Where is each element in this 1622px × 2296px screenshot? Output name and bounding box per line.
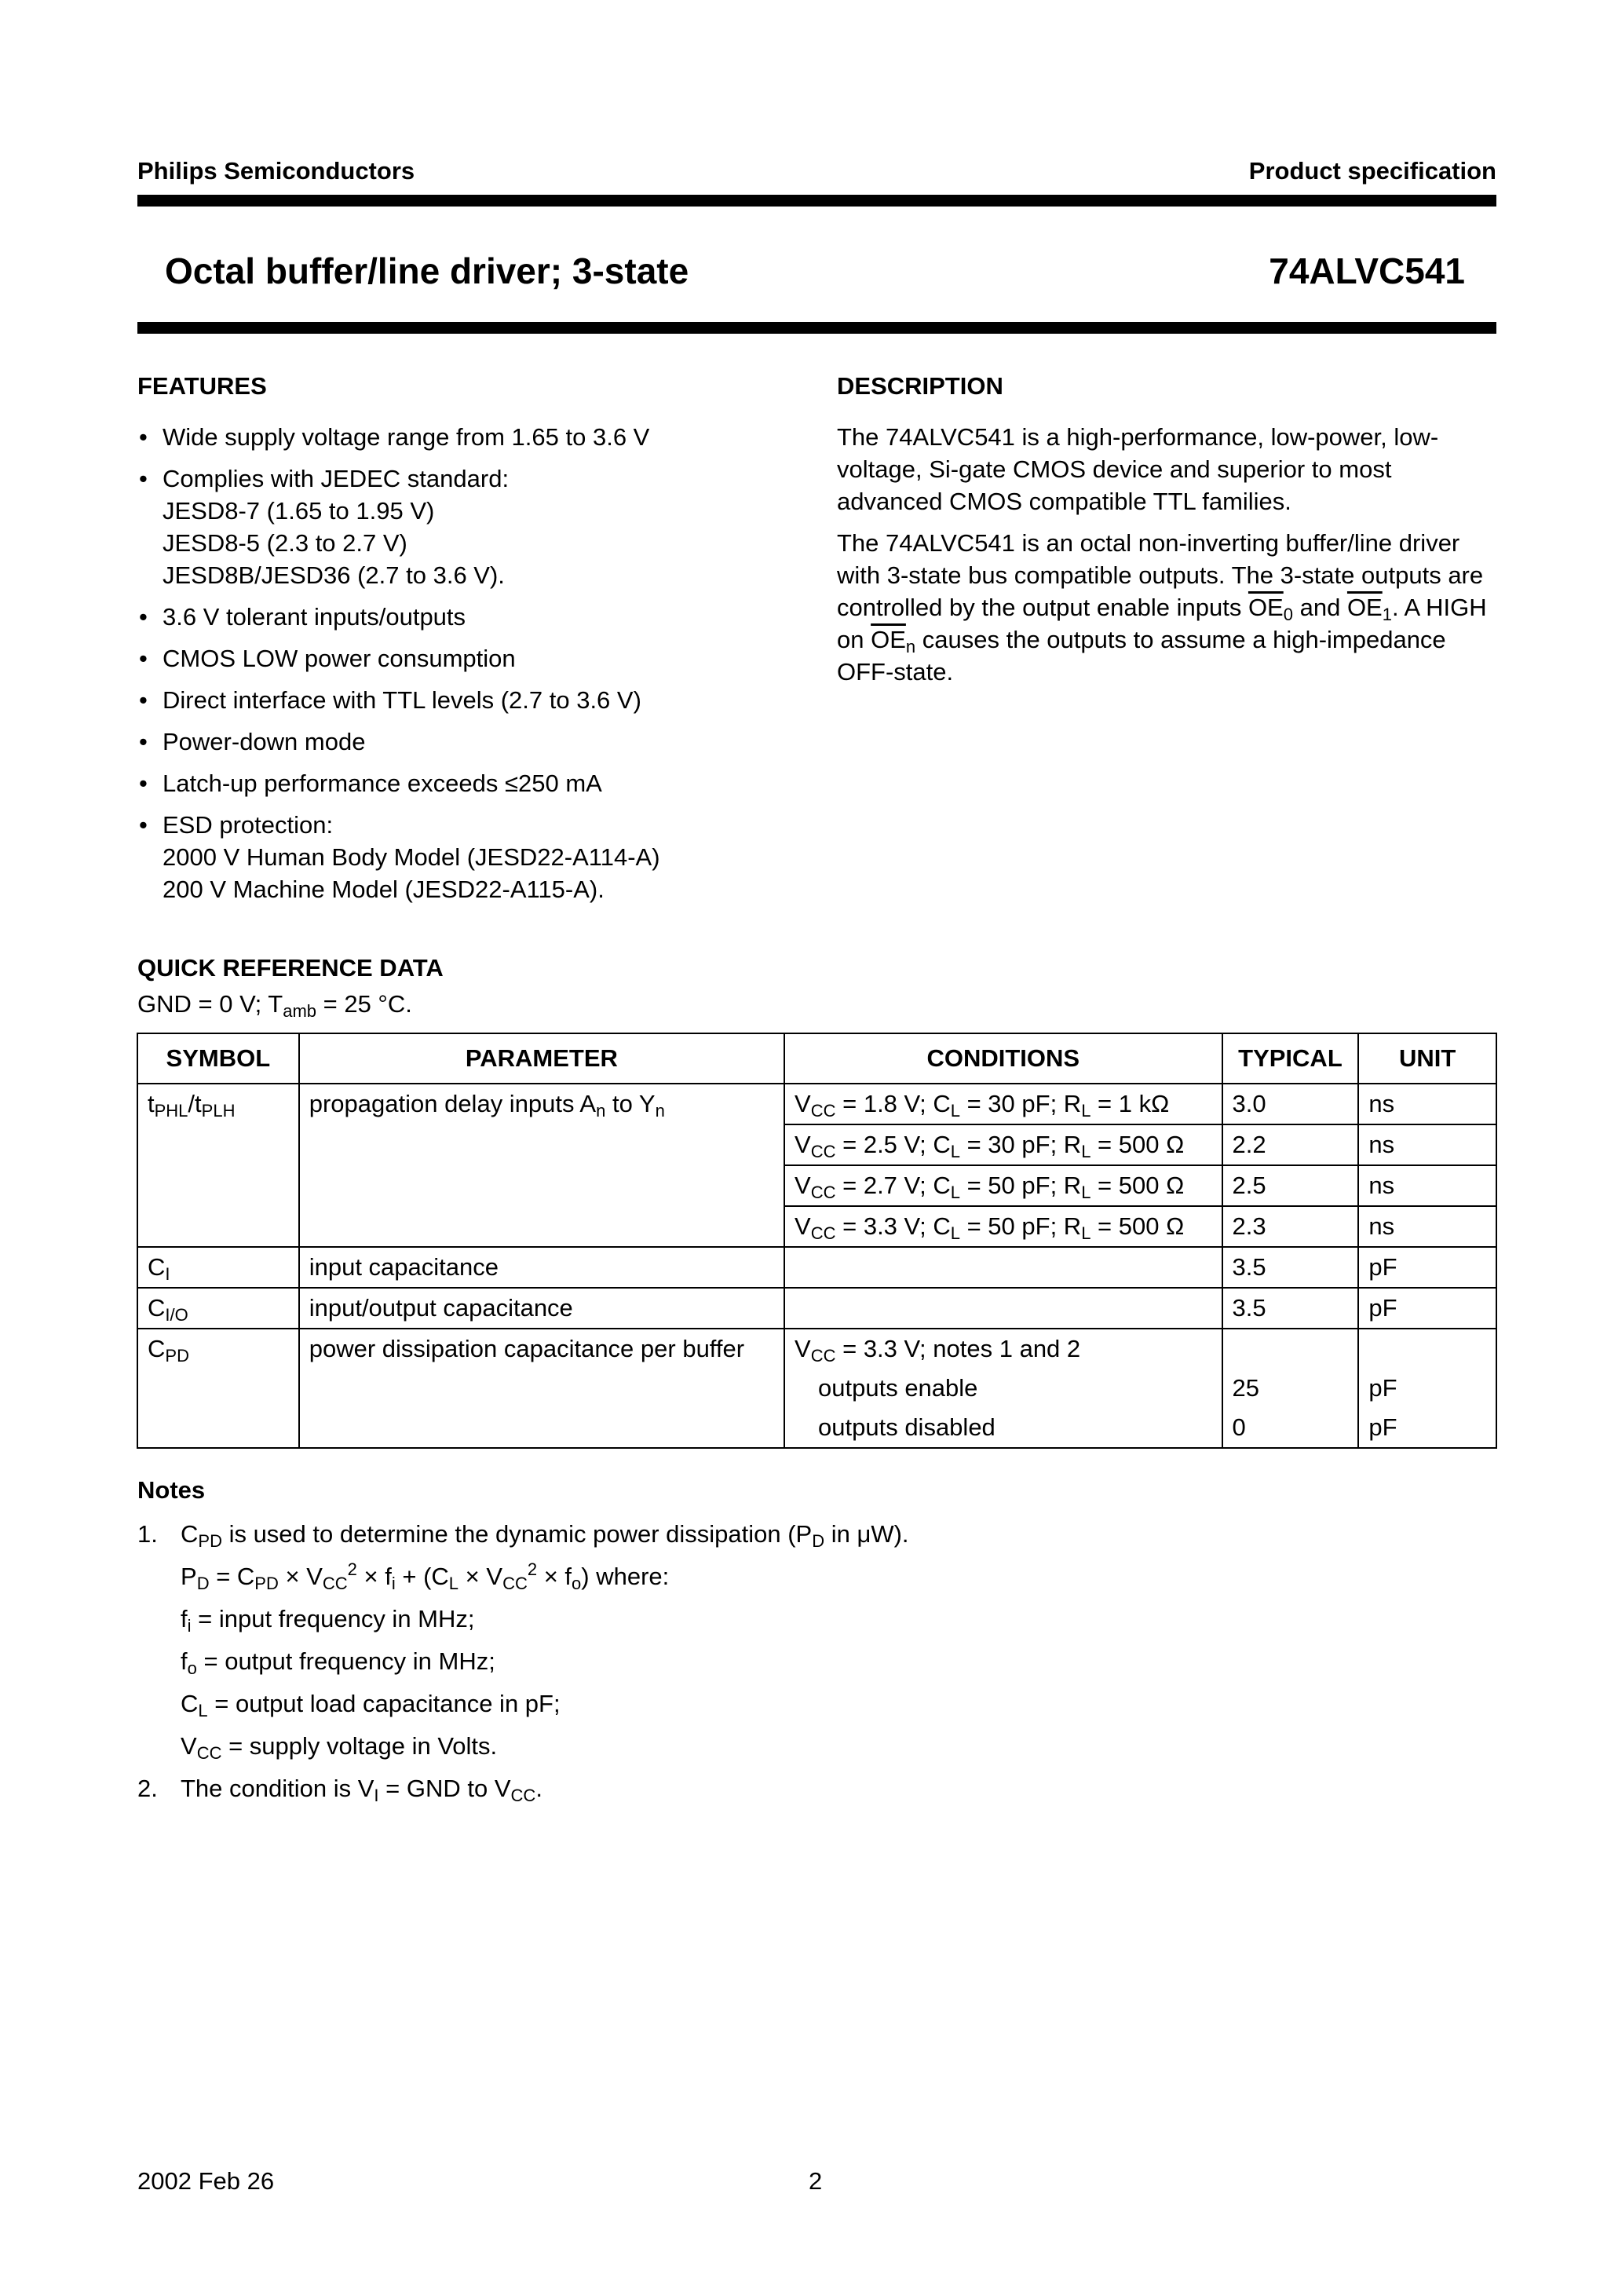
description-paragraph-1: The 74ALVC541 is a high-performance, low-power, low-voltage, Si-gate CMOS device and superior to most advanced CMOS compatible TTL families. <box>837 423 1439 515</box>
header-rule-top <box>137 195 1496 207</box>
page-number: 2 <box>809 2167 823 2195</box>
table-row <box>137 1084 1496 1124</box>
column-header: PARAMETER <box>299 1033 784 1084</box>
column-header: SYMBOL <box>137 1033 299 1084</box>
conditions-cell: $V_{CC} = 2.5$ V; $C_L = 30$ pF; $R_L = 500$ Ω <box>784 1124 1222 1165</box>
conditions-cell <box>784 1288 1222 1329</box>
quick-reference-heading: QUICK REFERENCE DATA <box>137 954 444 982</box>
unit-cell: ns <box>1358 1124 1496 1165</box>
part-number: 74ALVC541 <box>1269 250 1465 291</box>
typical-cell: 25 <box>1222 1369 1359 1408</box>
symbol-cell: $C_{I/O}$ <box>137 1288 299 1329</box>
note-1-fo: $f_o$ = output frequency in MHz; <box>181 1647 495 1678</box>
table-header-row <box>137 1033 1496 1084</box>
quick-reference-conditions: GND = 0 V; $T_{amb} = 25$ °C. <box>137 990 412 1021</box>
table-row <box>137 1288 1496 1329</box>
unit-cell: pF <box>1358 1369 1496 1408</box>
note-1: 1. $C_{PD}$ is used to determine the dynamic power dissipation ($P_D$ in μW). <box>137 1520 909 1551</box>
conditions-cell: outputs enable <box>784 1369 1222 1408</box>
note-2: 2. The condition is $V_I$ = GND to $V_{CC}$. <box>137 1775 542 1805</box>
quick-reference-table <box>137 1033 1497 1449</box>
table-row <box>137 1247 1496 1288</box>
header-rule-bottom <box>137 322 1496 334</box>
conditions-cell: $V_{CC} = 3.3$ V; $C_L = 50$ pF; $R_L = 500$ Ω <box>784 1206 1222 1247</box>
typical-cell: 2.3 <box>1222 1206 1359 1247</box>
typical-cell <box>1222 1329 1359 1369</box>
conditions-cell: $V_{CC} = 2.7$ V; $C_L = 50$ pF; $R_L = 500$ Ω <box>784 1165 1222 1206</box>
list-item: • 3.6 V tolerant inputs/outputs <box>137 601 828 633</box>
typical-cell: 2.5 <box>1222 1165 1359 1206</box>
list-item: • CMOS LOW power consumption <box>137 642 828 675</box>
list-item: • ESD protection: 2000 V Human Body Model (JESD22-A114-A) 200 V Machine Model (JESD22-A115-A). <box>137 809 828 905</box>
conditions-cell: outputs disabled <box>784 1408 1222 1448</box>
list-item: • Latch-up performance exceeds ≤250 mA <box>137 767 828 799</box>
list-item: • Direct interface with TTL levels (2.7 to 3.6 V) <box>137 684 828 716</box>
unit-cell: pF <box>1358 1247 1496 1288</box>
footer-date: 2002 Feb 26 <box>137 2167 275 2195</box>
unit-cell: ns <box>1358 1206 1496 1247</box>
typical-cell: 2.2 <box>1222 1124 1359 1165</box>
typical-cell: 3.5 <box>1222 1288 1359 1329</box>
symbol-cell: $t_{PHL}/t_{PLH}$ <box>137 1084 299 1247</box>
note-1-equation: $P_D = C_{PD} \times V_{CC}^2 \times f_i + (C_L \times V_{CC}^2 \times f_o)$ where: <box>181 1559 670 1593</box>
unit-cell: pF <box>1358 1408 1496 1448</box>
unit-cell: ns <box>1358 1084 1496 1124</box>
parameter-cell: propagation delay inputs $A_n$ to $Y_n$ <box>299 1084 784 1247</box>
document-type: Product specification <box>1248 157 1496 185</box>
description-body <box>837 421 1496 697</box>
conditions-cell: $V_{CC} = 3.3$ V; notes 1 and 2 <box>784 1329 1222 1369</box>
conditions-cell <box>784 1247 1222 1288</box>
note-1-fi: $f_i$ = input frequency in MHz; <box>181 1605 475 1636</box>
table-row <box>137 1329 1496 1369</box>
notes-section <box>137 1476 1496 1814</box>
column-header: CONDITIONS <box>784 1033 1222 1084</box>
unit-cell <box>1358 1329 1496 1369</box>
notes-heading: Notes <box>137 1476 206 1504</box>
typical-cell: 3.0 <box>1222 1084 1359 1124</box>
parameter-cell: input capacitance <box>299 1247 784 1288</box>
parameter-cell: power dissipation capacitance per buffer <box>299 1329 784 1448</box>
column-header: TYPICAL <box>1222 1033 1359 1084</box>
company-name: Philips Semiconductors <box>137 157 415 185</box>
column-header: UNIT <box>1358 1033 1496 1084</box>
features-list <box>137 421 828 915</box>
typical-cell: 3.5 <box>1222 1247 1359 1288</box>
typical-cell: 0 <box>1222 1408 1359 1448</box>
symbol-cell: $C_I$ <box>137 1247 299 1288</box>
conditions-cell: $V_{CC} = 1.8$ V; $C_L = 30$ pF; $R_L = 1$ kΩ <box>784 1084 1222 1124</box>
note-1-cl: $C_L$ = output load capacitance in pF; <box>181 1690 561 1720</box>
document-title: Octal buffer/line driver; 3-state <box>165 250 689 291</box>
features-heading: FEATURES <box>137 372 267 400</box>
parameter-cell: input/output capacitance <box>299 1288 784 1329</box>
symbol-cell: $C_{PD}$ <box>137 1329 299 1448</box>
list-item: • Complies with JEDEC standard: JESD8-7 (1.65 to 1.95 V) JESD8-5 (2.3 to 2.7 V) JESD8B/JESD36 (2.7 to 3.6 V). <box>137 462 828 591</box>
description-paragraph-2: The 74ALVC541 is an octal non-inverting buffer/line driver with 3-state bus compatible outputs. The 3-state outputs are controlled by the output enable inputs $\overline{OE}_0$ and $\overline{OE}_1$. A HIGH on $\overline{OE}_n$ causes the outputs to assume a high-impedance OFF-state. <box>837 529 1487 686</box>
note-1-vcc: $V_{CC}$ = supply voltage in Volts. <box>181 1732 498 1763</box>
description-heading: DESCRIPTION <box>837 372 1003 400</box>
list-item: • Wide supply voltage range from 1.65 to 3.6 V <box>137 421 828 453</box>
list-item: • Power-down mode <box>137 726 828 758</box>
unit-cell: pF <box>1358 1288 1496 1329</box>
unit-cell: ns <box>1358 1165 1496 1206</box>
